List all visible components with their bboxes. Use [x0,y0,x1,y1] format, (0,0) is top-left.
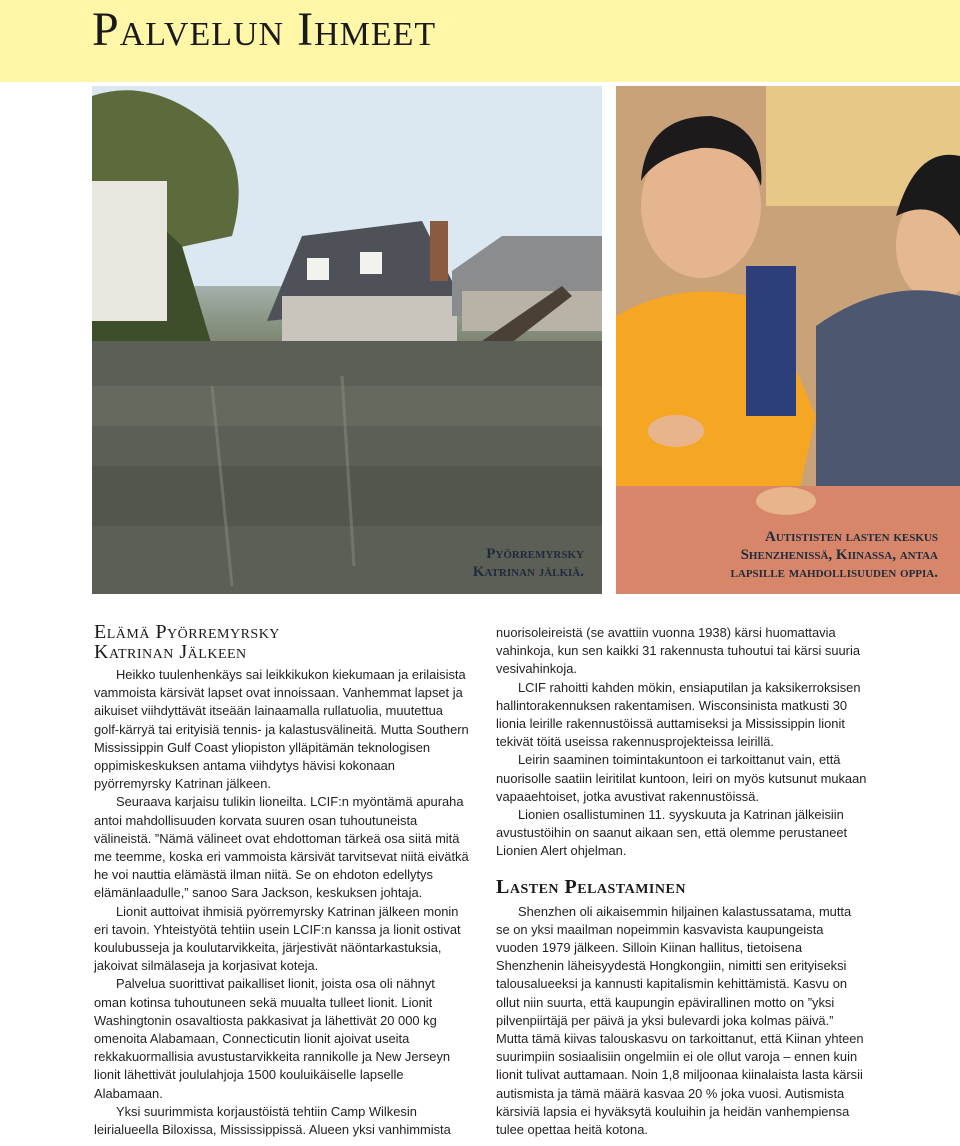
paragraph: Palvelua suorittivat paikalliset lionit, joista osa oli nähnyt oman kotinsa tuhoutuneen sekä muualta tulleet lionit. Lionit Washingtonin osavaltiosta pakkasivat ja lähettivät 20 000 kg omenoita Alabamaan, Connecticutin lionit ajoivat useita rekkakuormallisia avustustarvikkeita rannikolle ja New Jerseyn lionit lähettivät joululahjoja 1500 kouluikäiselle lapselle Alabamaan. [94,976,451,1101]
title-banner [0,0,960,82]
paragraph: Lionien osallistuminen 11. syyskuuta ja Katrinan jälkeisiin avustustöihin on saanut aikaan sen, että olemme perustaneet Lionien Alert ohjelman. [496,807,848,859]
paragraph: Yksi suurimmista korjaustöistä tehtiin Camp Wilkesin leirialueella Biloxissa, Mississippissä. Alueen yksi vanhimmista [94,1103,451,1138]
caption-line: Autististen lasten keskus [764,529,938,545]
paragraph: Lionit auttoivat ihmisiä pyörremyrsky Katrinan jälkeen monin eri tavoin. Yhteistyötä tehtiin usein LCIF:n kanssa ja lionit ostivat koulubusseja ja koulutarvikkeita, järjestivät näöntarkastuksia, jakoivat silmälaseja ja korjasivat koteja. [94,903,461,974]
paragraph: Shenzhen oli aikaisemmin hiljainen kalastussatama, mutta se on yksi maailman nopeimmin kasvavista kaupungeista vuoden 1979 jälkeen. Silloin Kiinan hallitus, tietoisena Shenzhenin läheisyydestä Hongkongiin, nimitti sen erityiseksi talousalueeksi ja kannusti kapitalismin kehittämistä. Kasvu on ollut niin suurta, että kaupungin epävirallinen motto on ”yksi pilvenpiirtäjä per päivä ja yksi bulevardi joka kolmas päivä.” Mutta tämä kiivas talouskasvu on tarkoittanut, että Kiinan yhteen suurimpiin sosiaalisiin ongelmiin ei ole ollut varoja – ennen kuin lionit tulivat auttamaan. Noin 1,8 miljoonaa kiinalaista lasta kärsii autismista ja tämä määrä kasvaa 20 % joka vuosi. Autismista kärsiviä lapsia ei hyväksytä kouluihin ja heidän vanhempiensa tulee opettaa heitä kotona. [496,903,864,1138]
article-column-left [94,622,470,1139]
caption-line: lapsille mahdollisuuden oppia. [730,565,938,581]
children-illustration [616,86,960,594]
flood-illustration [92,86,602,594]
article-heading: Lasten Pelastaminen [496,875,686,898]
article-heading [94,622,470,662]
paragraph: nuorisoleireistä (se avattiin vuonna 1938) kärsi huomattavia vahinkoja, kun sen kaikki 31 rakennusta tuhoutui tai kärsi suuria vesivahinkoja. [496,625,861,677]
article-column-right [496,624,868,1139]
photo-caption-left [473,545,584,581]
caption-line: Katrinan jälkiä. [472,564,584,580]
heading-line: Katrinan Jälkeen [94,641,247,663]
paragraph: Heikko tuulenhenkäys sai leikkikukon kiekumaan ja erilaisista vammoista kärsivät lapset ovat innoissaan. Vanhemmat lapset ja aikuiset viihdyttävät itseään lainaamalla rullatuolia, muutettua golf-kärryä tai erityisiä tennis- ja kalastusvälineitä. Mutta Southern Mississippin Gulf Coast yliopiston ylläpitämän teknologisen oppimiskeskuksen antama viihdytys hävisi kokonaan pyörremyrsky Katrinan jälkeen. [94,667,469,792]
paragraph: Seuraava karjaisu tulikin lioneilta. LCIF:n myöntämä apuraha antoi mahdollisuuden korvata suuren osan tuhoutuneista välineistä. ”Nämä välineet ovat ehdottoman tärkeä osa siitä mitä me teemme, koska eri vammoista kärsivät tarvitsevat niitä eivätkä he voi nauttia elämästä ilman niitä. Se on ehdoton edellytys elämänlaadulle,” sanoo Sara Jackson, keskuksen johtaja. [94,794,469,901]
caption-line: Shenzhenissä, Kiinassa, antaa [740,547,938,563]
paragraph: Leirin saaminen toimintakuntoon ei tarkoittanut vain, että nuorisolle saatiin leiritilat kuntoon, leiri on myös kutsunut mukaan vapaaehtoiset, jotka avustivat rakennustöissä. [496,752,867,804]
paragraph: LCIF rahoitti kahden mökin, ensiaputilan ja kaksikerroksisen hallintorakennuksen rakentamisen. Wisconsinista matkusti 30 lionia leirille rakennustöissä auttamiseksi ja Mississippin lionit tekivät töitä useissa rakennusprojekteissa leirillä. [496,679,861,750]
children-photo [616,86,960,594]
heading-line: Elämä Pyörremyrsky [94,621,280,643]
flooded-houses-photo [92,86,602,594]
page-title: Palvelun Ihmeet [92,3,437,56]
caption-line: Pyörremyrsky [486,546,584,562]
photo-caption-right [731,528,938,582]
